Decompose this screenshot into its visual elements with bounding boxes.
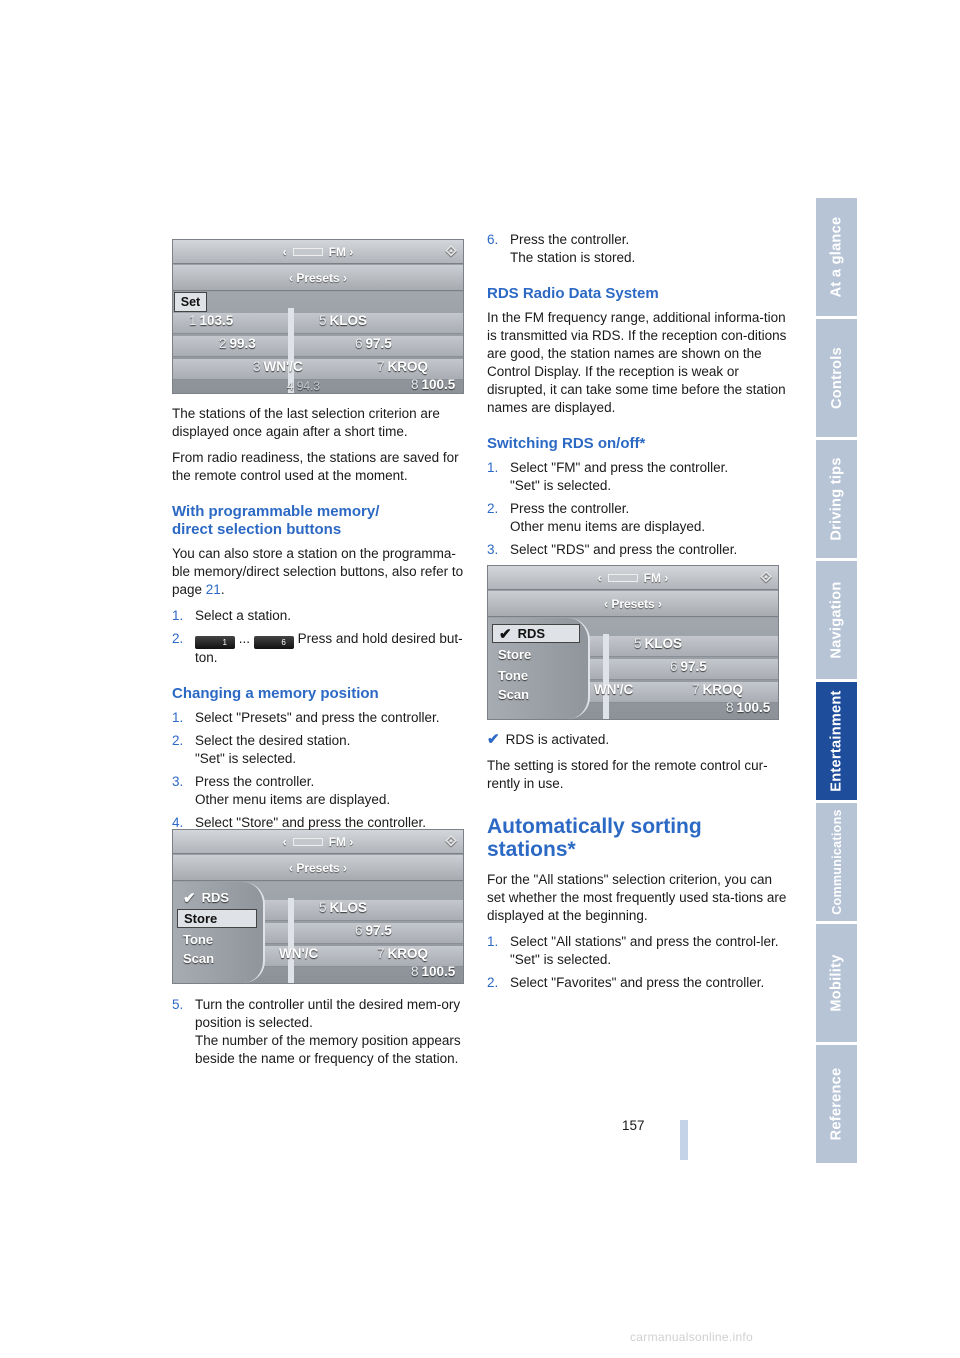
tab-controls[interactable] bbox=[816, 319, 857, 437]
tab-entertainment[interactable] bbox=[816, 682, 857, 800]
station-5: 5 KLOS bbox=[634, 636, 683, 651]
context-menu bbox=[173, 882, 269, 983]
station-7: 7 KROQ bbox=[377, 359, 429, 374]
list-item: 1. Select "FM" and press the controller. "Set" is selected. bbox=[487, 460, 729, 493]
settings-icon: ⟐ bbox=[445, 243, 457, 260]
right-column-top bbox=[487, 231, 787, 564]
station-5: 5 KLOS bbox=[319, 313, 368, 328]
band-label: FM bbox=[328, 244, 346, 259]
tab-label: Navigation bbox=[828, 581, 845, 659]
paragraph: For the "All stations" selection criterion, you can set whether the most frequently used sta-tions are displayed at the beginning. bbox=[487, 872, 787, 923]
context-menu bbox=[488, 618, 594, 719]
memory-button-1-icon: 1 bbox=[195, 636, 235, 649]
watermark: carmanualsonline.info bbox=[630, 1330, 754, 1344]
settings-icon: ⟐ bbox=[445, 833, 457, 850]
station-5: 5 KLOS bbox=[319, 900, 368, 915]
band-icon bbox=[608, 574, 638, 582]
page-link[interactable]: 21 bbox=[205, 582, 221, 597]
tab-driving-tips[interactable] bbox=[816, 440, 857, 558]
station-6: 6 97.5 bbox=[670, 659, 707, 674]
left-column-top bbox=[172, 405, 472, 837]
screen-title-bar: ‹ FM › ⟐ bbox=[173, 830, 463, 854]
band-label: FM bbox=[643, 570, 661, 585]
tab-navigation[interactable] bbox=[816, 561, 857, 679]
tab-label: Mobility bbox=[828, 954, 845, 1012]
presets-label: Presets bbox=[611, 596, 655, 611]
list-item: 2. Select "Favorites" and press the controller. bbox=[487, 975, 765, 990]
left-column-bottom bbox=[172, 996, 472, 1073]
list-item: 3. Select "RDS" and press the controller. bbox=[487, 542, 738, 557]
check-icon: ✔ bbox=[487, 731, 500, 748]
presets-label: Presets bbox=[296, 270, 340, 285]
page-marker bbox=[680, 1120, 688, 1160]
menu-item-rds: ✔ RDS bbox=[183, 889, 230, 907]
band-icon bbox=[293, 248, 323, 256]
station-strip bbox=[173, 336, 463, 357]
right-column-bottom bbox=[487, 731, 787, 997]
menu-item-store: Store bbox=[498, 647, 532, 662]
list-item: 3. Press the controller. Other menu items are displayed. bbox=[172, 774, 391, 807]
screen-menu-bar: ‹ Presets › bbox=[488, 591, 778, 617]
paragraph: From radio readiness, the stations are saved for the remote control used at the moment. bbox=[172, 450, 459, 483]
tab-label: Reference bbox=[828, 1067, 845, 1141]
list-item: 1. Select "Presets" and press the controller. bbox=[172, 710, 440, 725]
tab-label: Communications bbox=[829, 809, 844, 915]
station-1: 1 103.5 bbox=[189, 313, 234, 328]
menu-item-tone: Tone bbox=[183, 932, 214, 947]
heading-auto-sorting: Automatically sorting stations* bbox=[487, 815, 702, 861]
band-label: FM bbox=[328, 834, 346, 849]
menu-item-scan: Scan bbox=[498, 687, 530, 702]
paragraph: In the FM frequency range, additional informa-tion is transmitted via RDS. If the reception con-ditions are good, the station names are shown on the Control Display. If the reception is weak or disrupted, it can take some time before the station names are displayed. bbox=[487, 310, 787, 415]
tab-mobility[interactable] bbox=[816, 924, 857, 1042]
list-item: 4. Select "Store" and press the controller. bbox=[172, 815, 426, 830]
screenshot-store-menu bbox=[172, 829, 464, 984]
screenshot-rds-menu bbox=[487, 565, 779, 720]
heading-rds: RDS Radio Data System bbox=[487, 285, 659, 302]
rds-activated-note: ✔ RDS is activated. bbox=[487, 731, 610, 748]
station-7: 7 KROQ bbox=[692, 682, 744, 697]
heading-changing-memory: Changing a memory position bbox=[172, 685, 379, 702]
paragraph: The setting is stored for the remote control cur-rently in use. bbox=[487, 758, 768, 791]
station-8: 8 100.5 bbox=[411, 964, 456, 979]
paragraph: You can also store a station on the programma-ble memory/direct selection buttons, also refer to page 21. bbox=[172, 546, 464, 597]
station-6: 6 97.5 bbox=[355, 336, 392, 351]
menu-item-rds: ✔ RDS bbox=[492, 624, 580, 643]
tab-communications[interactable] bbox=[816, 803, 857, 921]
station-8: 8 100.5 bbox=[726, 700, 771, 715]
screen-title-bar: ‹ FM › ⟐ bbox=[488, 566, 778, 590]
station-4: 4 94.3 bbox=[287, 379, 321, 393]
tab-label: Controls bbox=[828, 346, 845, 410]
tab-reference[interactable] bbox=[816, 1045, 857, 1163]
station-3: WN'/C bbox=[279, 946, 319, 961]
check-icon: ✔ bbox=[183, 889, 196, 907]
list-item: 1. Select a station. bbox=[172, 608, 292, 623]
settings-icon: ⟐ bbox=[760, 569, 772, 586]
band-icon bbox=[293, 838, 323, 846]
column-divider bbox=[288, 898, 294, 984]
heading-programmable: With programmable memory/ direct selection buttons bbox=[172, 503, 380, 538]
tab-label: At a glance bbox=[828, 216, 845, 298]
page-number: 157 bbox=[622, 1118, 645, 1133]
heading-switching-rds: Switching RDS on/off* bbox=[487, 435, 646, 452]
tab-label: Entertainment bbox=[828, 690, 845, 792]
list-item: 2. 1 ... 6 Press and hold desired but-ton. bbox=[172, 631, 463, 665]
station-8: 8 100.5 bbox=[411, 377, 456, 392]
presets-label: Presets bbox=[296, 860, 340, 875]
list-item: 2. Select the desired station. "Set" is selected. bbox=[172, 733, 351, 766]
check-icon: ✔ bbox=[499, 625, 512, 643]
screenshot-presets-set bbox=[172, 239, 464, 394]
menu-item-tone: Tone bbox=[498, 668, 529, 683]
paragraph: The stations of the last selection criterion are displayed once again after a short time. bbox=[172, 406, 440, 439]
set-option: Set bbox=[174, 292, 207, 312]
column-divider bbox=[603, 634, 609, 720]
list-item: 2. Press the controller. Other menu items are displayed. bbox=[487, 501, 706, 534]
tab-at-a-glance[interactable] bbox=[816, 198, 857, 316]
station-3: 3 WN'/C bbox=[253, 359, 303, 374]
menu-item-store: Store bbox=[177, 909, 257, 928]
list-item: 5. Turn the controller until the desired mem-ory position is selected. The number of the memory position appears beside the name or frequency of the station. bbox=[172, 997, 461, 1066]
station-6: 6 97.5 bbox=[355, 923, 392, 938]
memory-button-6-icon: 6 bbox=[254, 636, 294, 649]
list-item: 6. Press the controller. The station is stored. bbox=[487, 232, 636, 265]
station-2: 2 99.3 bbox=[219, 336, 256, 351]
screen-title-bar: ‹ FM › ⟐ bbox=[173, 240, 463, 264]
list-item: 1. Select "All stations" and press the control-ler. "Set" is selected. bbox=[487, 934, 779, 967]
chapter-tabs bbox=[816, 198, 857, 1166]
station-3: WN'/C bbox=[594, 682, 634, 697]
tab-label: Driving tips bbox=[828, 457, 845, 541]
screen-menu-bar: ‹ Presets › bbox=[173, 855, 463, 881]
menu-item-scan: Scan bbox=[183, 951, 215, 966]
station-7: 7 KROQ bbox=[377, 946, 429, 961]
screen-menu-bar: ‹ Presets › bbox=[173, 265, 463, 291]
